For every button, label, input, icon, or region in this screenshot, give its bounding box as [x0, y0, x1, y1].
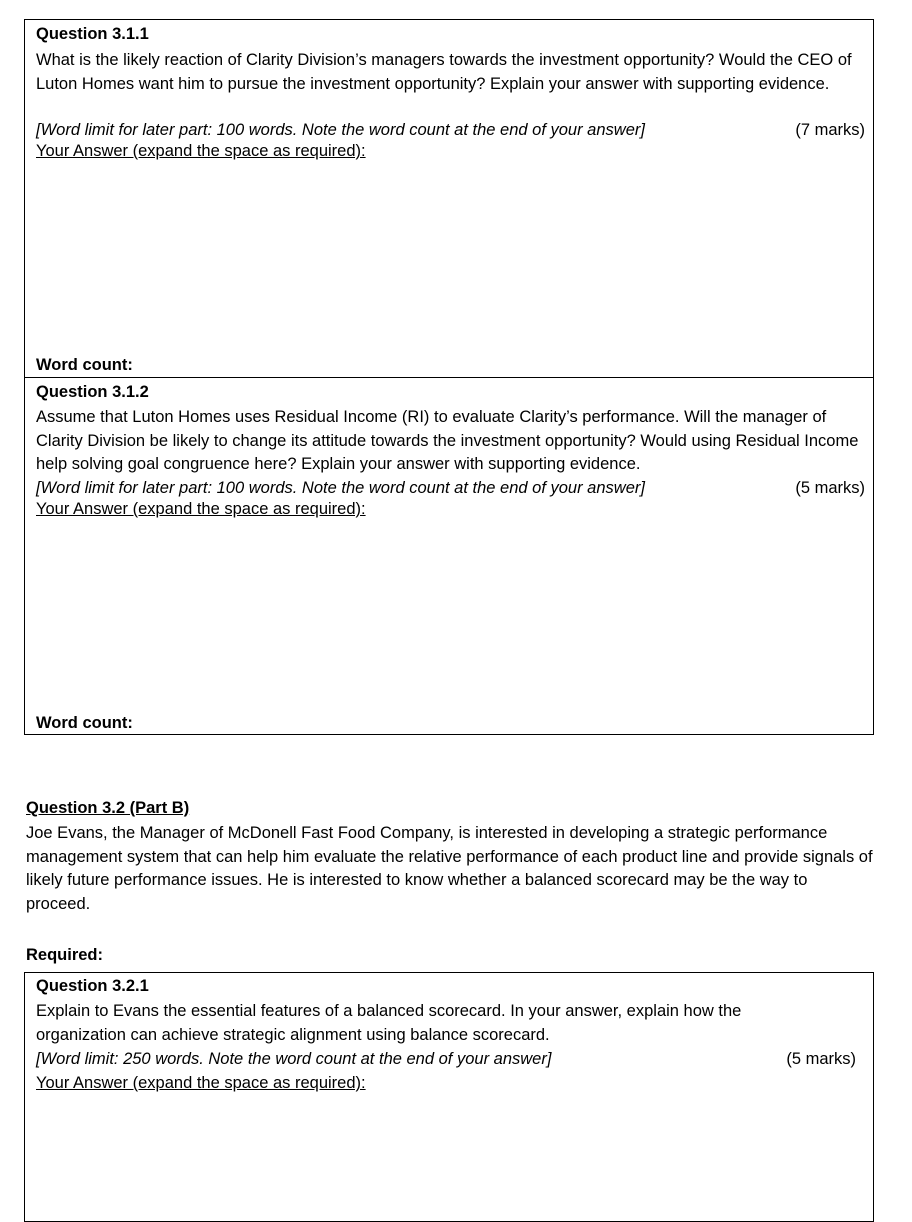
q311-marks: (7 marks) — [795, 121, 865, 139]
q321-answer-label: Your Answer (expand the space as required): — [36, 1074, 366, 1092]
q311-word-limit: [Word limit for later part: 100 words. Note the word count at the end of your answer] — [36, 121, 645, 139]
q311-heading: Question 3.1.1 — [36, 25, 149, 43]
q321-prompt: Explain to Evans the essential features of a balanced scorecard. In your answer, explain how the organization can achieve strategic alignment using balance scorecard. — [36, 1002, 742, 1044]
question-divider — [25, 377, 873, 378]
q311-word-count-label: Word count: — [36, 356, 133, 374]
q32-heading: Question 3.2 (Part B) — [26, 799, 190, 817]
q321-heading: Question 3.2.1 — [36, 977, 149, 995]
q32-required-label: Required: — [26, 946, 104, 964]
q321-marks: (5 marks) — [786, 1050, 856, 1068]
q312-answer-label: Your Answer (expand the space as required): — [36, 500, 366, 518]
q312-marks: (5 marks) — [795, 479, 865, 497]
q321-word-limit: [Word limit: 250 words. Note the word count at the end of your answer] — [36, 1050, 552, 1068]
q312-prompt: Assume that Luton Homes uses Residual Income (RI) to evaluate Clarity’s performance. Will the manager of Clarity Division be likely to change its attitude towards the investment opportunity? Would using Residual Income help solving goal congruence here? Explain your answer with supporting evidence. — [36, 408, 859, 473]
q312-heading: Question 3.1.2 — [36, 383, 149, 401]
q311-prompt: What is the likely reaction of Clarity Division’s managers towards the investment opportunity? Would the CEO of Luton Homes want him to pursue the investment opportunity? Explain your answer with supporting evidence. — [36, 51, 852, 93]
q312-word-limit: [Word limit for later part: 100 words. Note the word count at the end of your answer] — [36, 479, 645, 497]
q312-word-count-label: Word count: — [36, 714, 133, 732]
q32-body: Joe Evans, the Manager of McDonell Fast Food Company, is interested in developing a strategic performance management system that can help him evaluate the relative performance of each product line and provide signals of likely future performance issues. He is interested to know whether a balanced scorecard may be the way to proceed. — [26, 824, 873, 913]
q311-answer-label: Your Answer (expand the space as required): — [36, 142, 366, 160]
